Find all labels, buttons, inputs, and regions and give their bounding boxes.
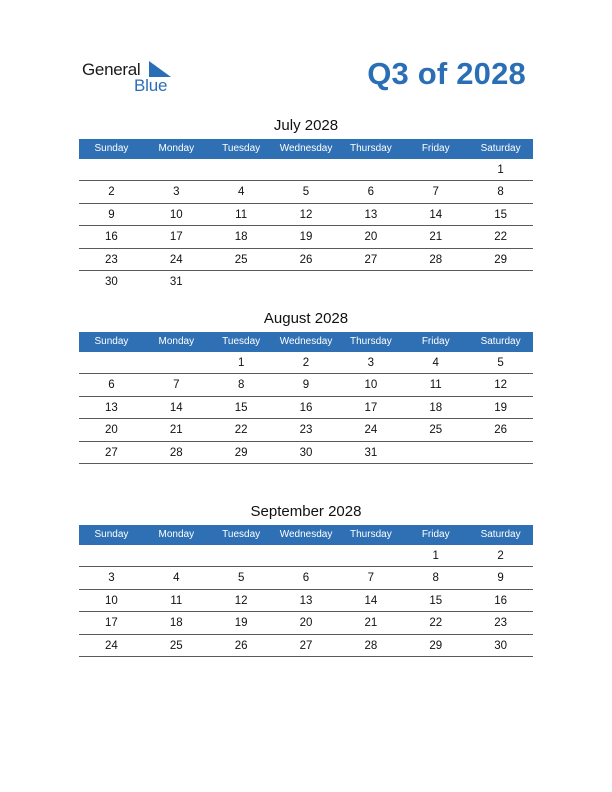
day-cell: 12 [299,208,313,221]
week-row [79,397,533,419]
week-row [79,249,533,271]
month-august [79,308,533,464]
day-cell: 23 [494,617,507,630]
day-cell: 22 [234,424,248,437]
day-cell: 2 [108,186,115,199]
day-cell: 7 [432,186,439,199]
week-row [79,226,533,248]
day-cell: 19 [494,401,507,414]
day-cell: 20 [299,617,313,630]
day-cell: 7 [173,379,180,392]
day-cell: 16 [105,231,118,244]
day-cell: 1 [432,550,439,562]
weekday-label: Sunday [94,529,129,540]
day-cell: 27 [364,253,378,266]
day-cell: 14 [429,208,443,221]
day-cell: 17 [169,231,183,244]
day-cell: 23 [299,424,313,437]
day-cell: 1 [497,164,504,176]
day-cell: 5 [237,572,245,585]
month-september [79,501,533,657]
weekday-label: Friday [421,529,450,540]
weekday-label: Saturday [480,336,521,347]
day-cell: 25 [429,424,443,437]
day-cell: 30 [105,275,118,288]
day-cell: 8 [432,572,439,585]
day-cell: 25 [169,639,183,652]
day-cell [403,159,468,180]
day-cell: 21 [364,617,378,630]
day-cell: 19 [234,617,248,630]
day-cell: 13 [299,594,313,607]
day-cell: 15 [234,401,248,414]
day-cell: 9 [302,379,310,392]
day-cell: 25 [234,253,248,266]
week-row [79,612,533,634]
week-row [79,181,533,203]
day-cell [403,271,468,293]
day-cell [79,159,144,180]
week-row [79,204,533,226]
weekday-label: Sunday [94,143,129,154]
day-cell: 28 [429,253,443,266]
weekday-label: Tuesday [222,529,261,540]
day-cell: 29 [494,253,507,266]
day-cell: 17 [364,401,378,414]
weekday-label: Wednesday [279,529,333,540]
brand-logo [82,58,192,98]
day-cell: 7 [367,572,375,585]
day-cell: 29 [429,639,443,652]
day-cell [274,545,339,566]
day-cell: 13 [364,208,378,221]
day-cell: 3 [108,572,115,585]
day-cell: 28 [169,446,183,459]
weekday-label: Tuesday [222,143,261,154]
weekday-header [79,332,533,352]
week-row [79,352,533,374]
weekday-label: Sunday [94,336,129,347]
weekday-label: Monday [158,143,195,154]
day-cell: 15 [429,594,443,607]
day-cell [209,159,274,180]
day-cell [144,159,209,180]
day-cell [274,159,339,180]
day-cell: 30 [299,446,313,459]
day-cell: 3 [367,357,375,369]
week-row [79,590,533,612]
day-cell: 5 [497,357,504,369]
day-cell [338,545,403,566]
day-cell: 18 [169,617,183,630]
day-cell: 5 [302,186,310,199]
logo-triangle-icon [149,61,171,77]
day-cell: 2 [497,550,504,562]
weekday-label: Tuesday [222,336,261,347]
day-cell [144,352,209,373]
weekday-label: Friday [421,336,450,347]
weekday-label: Wednesday [279,336,333,347]
brand-name-blue: Blue [134,76,168,95]
day-cell [209,271,274,293]
week-row [79,374,533,396]
day-cell: 8 [237,379,245,392]
day-cell [209,545,274,566]
weekday-label: Thursday [350,336,392,347]
day-cell: 10 [169,208,183,221]
day-cell: 27 [299,639,313,652]
day-cell: 26 [494,424,507,437]
weekday-label: Friday [421,143,450,154]
day-cell: 4 [237,186,245,199]
month-title: September 2028 [250,503,362,520]
day-cell: 3 [173,186,180,199]
day-cell: 18 [429,401,443,414]
day-cell: 6 [367,186,375,199]
weekday-label: Saturday [480,529,521,540]
day-cell: 13 [105,401,118,414]
day-cell: 22 [429,617,443,630]
day-cell [338,271,403,293]
day-cell: 11 [429,379,442,392]
day-cell: 21 [169,424,183,437]
week-row [79,635,533,657]
day-cell: 11 [170,594,183,607]
day-cell: 6 [302,572,310,585]
weekday-label: Monday [158,336,195,347]
weekday-label: Thursday [350,529,392,540]
day-cell: 31 [364,446,378,459]
day-cell: 22 [494,231,507,244]
month-title: August 2028 [263,310,349,327]
day-cell: 20 [364,231,378,244]
day-cell: 27 [105,446,118,459]
day-cell: 20 [105,424,118,437]
day-cell: 29 [234,446,248,459]
week-row [79,442,533,464]
brand-name-general: General [82,60,141,79]
day-cell: 30 [494,639,507,652]
day-cell: 19 [299,231,313,244]
day-cell [79,545,144,566]
day-cell: 9 [497,572,504,585]
weekday-header [79,139,533,159]
day-cell: 4 [432,357,439,369]
day-cell: 24 [364,424,378,437]
day-cell: 14 [169,401,183,414]
week-row [79,567,533,589]
week-row [79,271,533,293]
day-cell: 2 [302,357,310,369]
day-cell [468,271,533,293]
day-cell: 10 [364,379,378,392]
day-cell: 12 [234,594,248,607]
weekday-label: Saturday [480,143,521,154]
day-cell [274,271,339,293]
day-cell: 23 [105,253,118,266]
week-row [79,159,533,181]
day-cell: 10 [105,594,118,607]
day-cell [79,352,144,373]
day-cell: 31 [169,275,183,288]
month-july [79,115,533,293]
day-cell: 8 [497,186,504,199]
weekday-label: Monday [158,529,195,540]
day-cell: 17 [105,617,118,630]
day-cell: 21 [429,231,443,244]
day-cell: 16 [494,594,507,607]
page-title: Q3 of 2028 [367,56,526,91]
month-title: July 2028 [273,117,339,134]
day-cell [144,545,209,566]
day-cell: 12 [494,379,507,392]
day-cell: 26 [299,253,313,266]
day-cell: 24 [169,253,183,266]
day-cell [403,442,468,463]
day-cell: 9 [108,208,115,221]
day-cell: 1 [237,357,245,369]
day-cell [468,442,533,463]
day-cell: 18 [234,231,248,244]
day-cell: 4 [173,572,180,585]
day-cell: 6 [108,379,115,392]
weekday-label: Thursday [350,143,392,154]
day-cell: 15 [494,208,507,221]
weekday-label: Wednesday [279,143,333,154]
day-cell [338,159,403,180]
week-row [79,419,533,441]
day-cell: 16 [299,401,313,414]
week-row [79,545,533,567]
weekday-header [79,525,533,545]
day-cell: 24 [105,639,118,652]
day-cell: 26 [234,639,248,652]
day-cell: 11 [235,208,248,221]
day-cell: 14 [364,594,378,607]
day-cell: 28 [364,639,378,652]
